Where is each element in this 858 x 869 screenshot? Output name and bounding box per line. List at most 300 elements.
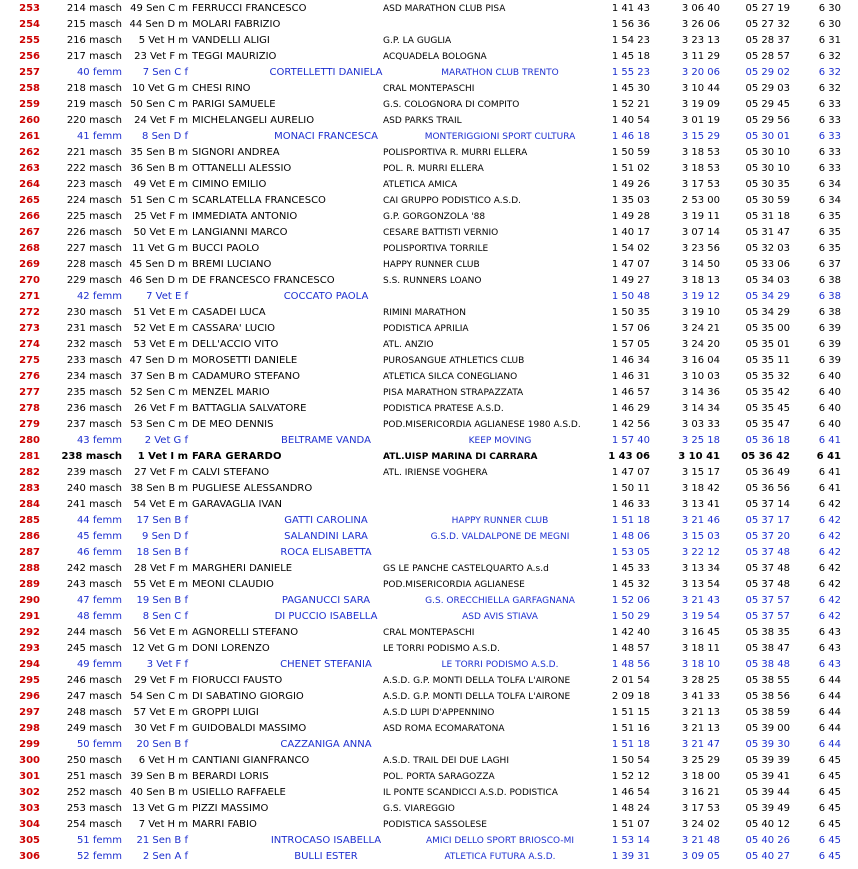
- pace-cell: 6 45: [818, 851, 841, 862]
- pace-cell: 6 41: [818, 467, 841, 478]
- split-time-2-cell: 3 25 18: [681, 435, 720, 446]
- club-cell: G.S. VIAREGGIO: [383, 804, 455, 814]
- club-cell: ASD PARKS TRAIL: [383, 116, 462, 126]
- split-time-1-cell: 1 46 31: [611, 371, 650, 382]
- category-rank-cell: 223 masch: [66, 179, 122, 190]
- table-row: [0, 513, 858, 529]
- split-time-1-cell: 1 39 31: [611, 851, 650, 862]
- subcategory-cell: 51 Sen C m: [130, 195, 188, 206]
- finish-time-cell: 05 37 17: [745, 515, 790, 526]
- athlete-name-cell: TEGGI MAURIZIO: [192, 51, 277, 62]
- rank-cell: 282: [19, 467, 40, 478]
- pace-cell: 6 30: [818, 3, 841, 14]
- finish-time-cell: 05 40 12: [745, 819, 790, 830]
- split-time-2-cell: 3 21 47: [681, 739, 720, 750]
- category-rank-cell: 252 masch: [66, 787, 122, 798]
- club-cell: AMICI DELLO SPORT BRIOSCO-MI: [426, 836, 574, 846]
- pace-cell: 6 44: [818, 707, 841, 718]
- subcategory-cell: 26 Vet F m: [134, 403, 188, 414]
- category-rank-cell: 48 femm: [76, 611, 122, 622]
- athlete-name-cell: DI PUCCIO ISABELLA: [274, 611, 378, 622]
- athlete-name-cell: BELTRAME VANDA: [281, 435, 371, 446]
- table-row: [0, 625, 858, 641]
- club-cell: POD.MISERICORDIA AGLIANESE 1980 A.S.D.: [383, 420, 581, 430]
- split-time-2-cell: 3 13 54: [681, 579, 720, 590]
- pace-cell: 6 42: [818, 547, 841, 558]
- subcategory-cell: 29 Vet F m: [134, 675, 188, 686]
- table-row: [0, 561, 858, 577]
- finish-time-cell: 05 34 29: [745, 291, 790, 302]
- category-rank-cell: 51 femm: [76, 835, 122, 846]
- athlete-name-cell: PIZZI MASSIMO: [192, 803, 269, 814]
- category-rank-cell: 44 femm: [76, 515, 122, 526]
- table-row: [0, 401, 858, 417]
- subcategory-cell: 21 Sen B f: [136, 835, 188, 846]
- split-time-2-cell: 3 19 11: [681, 211, 720, 222]
- split-time-1-cell: 1 43 06: [608, 451, 650, 462]
- subcategory-cell: 53 Sen C m: [130, 419, 188, 430]
- finish-time-cell: 05 35 45: [745, 403, 790, 414]
- finish-time-cell: 05 27 19: [745, 3, 790, 14]
- athlete-name-cell: PUGLIESE ALESSANDRO: [192, 483, 313, 494]
- rank-cell: 265: [19, 195, 40, 206]
- athlete-name-cell: GATTI CAROLINA: [284, 515, 368, 526]
- category-rank-cell: 47 femm: [76, 595, 122, 606]
- athlete-name-cell: FERRUCCI FRANCESCO: [192, 3, 307, 14]
- athlete-name-cell: CALVI STEFANO: [192, 467, 270, 478]
- split-time-2-cell: 3 24 21: [681, 323, 720, 334]
- category-rank-cell: 228 masch: [66, 259, 122, 270]
- category-rank-cell: 45 femm: [76, 531, 122, 542]
- table-row: [0, 609, 858, 625]
- athlete-name-cell: FIORUCCI FAUSTO: [192, 675, 283, 686]
- finish-time-cell: 05 28 37: [745, 35, 790, 46]
- athlete-name-cell: SCARLATELLA FRANCESCO: [192, 195, 326, 206]
- split-time-1-cell: 1 48 56: [611, 659, 650, 670]
- subcategory-cell: 49 Sen C m: [130, 3, 188, 14]
- subcategory-cell: 13 Vet G m: [132, 803, 188, 814]
- table-row: [0, 465, 858, 481]
- subcategory-cell: 55 Vet E m: [133, 579, 188, 590]
- finish-time-cell: 05 39 30: [745, 739, 790, 750]
- pace-cell: 6 44: [818, 723, 841, 734]
- pace-cell: 6 41: [818, 483, 841, 494]
- rank-cell: 290: [19, 595, 40, 606]
- pace-cell: 6 32: [818, 67, 841, 78]
- subcategory-cell: 25 Vet F m: [134, 211, 188, 222]
- athlete-name-cell: DE FRANCESCO FRANCESCO: [192, 275, 335, 286]
- subcategory-cell: 40 Sen B m: [130, 787, 188, 798]
- club-cell: LE TORRI PODISMO A.S.D.: [383, 644, 500, 654]
- rank-cell: 270: [19, 275, 40, 286]
- split-time-2-cell: 3 19 10: [681, 307, 720, 318]
- finish-time-cell: 05 29 56: [745, 115, 790, 126]
- club-cell: CRAL MONTEPASCHI: [383, 628, 475, 638]
- finish-time-cell: 05 35 11: [745, 355, 790, 366]
- split-time-1-cell: 1 45 30: [611, 83, 650, 94]
- athlete-name-cell: DELL'ACCIO VITO: [192, 339, 279, 350]
- pace-cell: 6 42: [818, 595, 841, 606]
- pace-cell: 6 42: [818, 531, 841, 542]
- rank-cell: 305: [19, 835, 40, 846]
- subcategory-cell: 8 Sen C f: [142, 611, 188, 622]
- category-rank-cell: 41 femm: [76, 131, 122, 142]
- table-row: [0, 65, 858, 81]
- split-time-1-cell: 1 57 05: [611, 339, 650, 350]
- club-cell: POL. PORTA SARAGOZZA: [383, 772, 495, 782]
- finish-time-cell: 05 38 56: [745, 691, 790, 702]
- subcategory-cell: 7 Vet E f: [146, 291, 188, 302]
- table-row: [0, 433, 858, 449]
- rank-cell: 303: [19, 803, 40, 814]
- split-time-1-cell: 1 52 12: [611, 771, 650, 782]
- athlete-name-cell: PAGANUCCI SARA: [281, 595, 371, 606]
- table-row: [0, 273, 858, 289]
- finish-time-cell: 05 37 14: [745, 499, 790, 510]
- subcategory-cell: 38 Sen B m: [130, 483, 188, 494]
- subcategory-cell: 1 Vet I m: [137, 451, 188, 462]
- split-time-1-cell: 1 35 03: [611, 195, 650, 206]
- club-cell: A.S.D. TRAIL DEI DUE LAGHI: [383, 756, 509, 766]
- table-row: [0, 97, 858, 113]
- athlete-name-cell: MOROSETTI DANIELE: [192, 355, 298, 366]
- finish-time-cell: 05 35 00: [745, 323, 790, 334]
- subcategory-cell: 3 Vet F f: [146, 659, 188, 670]
- rank-cell: 286: [19, 531, 40, 542]
- subcategory-cell: 30 Vet F m: [134, 723, 188, 734]
- rank-cell: 253: [19, 3, 40, 14]
- pace-cell: 6 37: [818, 259, 841, 270]
- rank-cell: 285: [19, 515, 40, 526]
- category-rank-cell: 244 masch: [66, 627, 122, 638]
- table-row: [0, 257, 858, 273]
- athlete-name-cell: CANTIANI GIANFRANCO: [192, 755, 310, 766]
- split-time-2-cell: 3 26 06: [681, 19, 720, 30]
- finish-time-cell: 05 34 03: [745, 275, 790, 286]
- athlete-name-cell: USIELLO RAFFAELE: [192, 787, 286, 798]
- club-cell: PODISTICA SASSOLESE: [383, 820, 487, 830]
- split-time-1-cell: 1 52 06: [611, 595, 650, 606]
- split-time-2-cell: 3 14 36: [681, 387, 720, 398]
- split-time-1-cell: 1 46 57: [611, 387, 650, 398]
- split-time-1-cell: 1 56 36: [611, 19, 650, 30]
- finish-time-cell: 05 36 49: [745, 467, 790, 478]
- rank-cell: 289: [19, 579, 40, 590]
- club-cell: ASD AVIS STIAVA: [462, 612, 538, 622]
- athlete-name-cell: LANGIANNI MARCO: [192, 227, 288, 238]
- athlete-name-cell: AGNORELLI STEFANO: [192, 627, 299, 638]
- split-time-1-cell: 1 46 54: [611, 787, 650, 798]
- club-cell: PODISTICA PRATESE A.S.D.: [383, 404, 504, 414]
- pace-cell: 6 44: [818, 675, 841, 686]
- split-time-1-cell: 1 40 54: [611, 115, 650, 126]
- table-row: [0, 593, 858, 609]
- split-time-2-cell: 3 13 41: [681, 499, 720, 510]
- rank-cell: 299: [19, 739, 40, 750]
- finish-time-cell: 05 38 55: [745, 675, 790, 686]
- subcategory-cell: 17 Sen B f: [136, 515, 188, 526]
- pace-cell: 6 40: [818, 387, 841, 398]
- split-time-2-cell: 3 41 33: [681, 691, 720, 702]
- split-time-1-cell: 1 46 34: [611, 355, 650, 366]
- table-row: [0, 449, 858, 465]
- split-time-2-cell: 3 17 53: [681, 179, 720, 190]
- split-time-2-cell: 3 15 03: [681, 531, 720, 542]
- subcategory-cell: 2 Sen A f: [142, 851, 188, 862]
- split-time-1-cell: 1 57 40: [611, 435, 650, 446]
- split-time-1-cell: 1 45 33: [611, 563, 650, 574]
- athlete-name-cell: BUCCI PAOLO: [192, 243, 260, 254]
- table-row: [0, 545, 858, 561]
- club-cell: ATLETICA AMICA: [383, 180, 458, 190]
- split-time-2-cell: 3 18 11: [681, 643, 720, 654]
- rank-cell: 269: [19, 259, 40, 270]
- athlete-name-cell: BREMI LUCIANO: [192, 259, 272, 270]
- rank-cell: 258: [19, 83, 40, 94]
- subcategory-cell: 39 Sen B m: [130, 771, 188, 782]
- split-time-2-cell: 3 03 33: [681, 419, 720, 430]
- pace-cell: 6 33: [818, 147, 841, 158]
- subcategory-cell: 52 Vet E m: [133, 323, 188, 334]
- category-rank-cell: 50 femm: [76, 739, 122, 750]
- category-rank-cell: 214 masch: [66, 3, 122, 14]
- split-time-2-cell: 3 21 13: [681, 723, 720, 734]
- subcategory-cell: 45 Sen D m: [129, 259, 188, 270]
- finish-time-cell: 05 29 03: [745, 83, 790, 94]
- athlete-name-cell: BERARDI LORIS: [192, 771, 269, 782]
- finish-time-cell: 05 28 57: [745, 51, 790, 62]
- rank-cell: 260: [19, 115, 40, 126]
- rank-cell: 280: [19, 435, 40, 446]
- split-time-1-cell: 1 49 28: [611, 211, 650, 222]
- pace-cell: 6 39: [818, 339, 841, 350]
- pace-cell: 6 45: [818, 803, 841, 814]
- category-rank-cell: 251 masch: [66, 771, 122, 782]
- split-time-2-cell: 3 14 50: [681, 259, 720, 270]
- table-row: [0, 353, 858, 369]
- athlete-name-cell: PARIGI SAMUELE: [192, 99, 276, 110]
- club-cell: POLISPORTIVA R. MURRI ELLERA: [383, 148, 528, 158]
- category-rank-cell: 241 masch: [66, 499, 122, 510]
- finish-time-cell: 05 37 57: [745, 611, 790, 622]
- subcategory-cell: 44 Sen D m: [129, 19, 188, 30]
- split-time-1-cell: 1 53 05: [611, 547, 650, 558]
- pace-cell: 6 43: [818, 627, 841, 638]
- pace-cell: 6 40: [818, 371, 841, 382]
- split-time-1-cell: 1 50 29: [611, 611, 650, 622]
- split-time-2-cell: 3 16 21: [681, 787, 720, 798]
- category-rank-cell: 245 masch: [66, 643, 122, 654]
- pace-cell: 6 34: [818, 179, 841, 190]
- split-time-1-cell: 1 54 23: [611, 35, 650, 46]
- pace-cell: 6 34: [818, 195, 841, 206]
- rank-cell: 284: [19, 499, 40, 510]
- club-cell: HAPPY RUNNER CLUB: [383, 260, 480, 270]
- finish-time-cell: 05 40 27: [745, 851, 790, 862]
- athlete-name-cell: MARGHERI DANIELE: [192, 563, 293, 574]
- rank-cell: 288: [19, 563, 40, 574]
- split-time-1-cell: 1 51 16: [611, 723, 650, 734]
- pace-cell: 6 45: [818, 787, 841, 798]
- table-row: [0, 321, 858, 337]
- table-row: [0, 209, 858, 225]
- split-time-1-cell: 1 57 06: [611, 323, 650, 334]
- split-time-1-cell: 2 01 54: [611, 675, 650, 686]
- club-cell: G.P. GORGONZOLA '88: [383, 212, 486, 222]
- split-time-2-cell: 3 13 34: [681, 563, 720, 574]
- split-time-2-cell: 3 21 13: [681, 707, 720, 718]
- category-rank-cell: 43 femm: [76, 435, 122, 446]
- pace-cell: 6 33: [818, 131, 841, 142]
- athlete-name-cell: CHENET STEFANIA: [280, 659, 372, 670]
- split-time-2-cell: 3 18 13: [681, 275, 720, 286]
- split-time-2-cell: 3 24 02: [681, 819, 720, 830]
- finish-time-cell: 05 37 48: [745, 579, 790, 590]
- results-table: [0, 1, 858, 865]
- rank-cell: 276: [19, 371, 40, 382]
- athlete-name-cell: DONI LORENZO: [192, 643, 270, 654]
- table-row: [0, 225, 858, 241]
- split-time-1-cell: 1 48 57: [611, 643, 650, 654]
- finish-time-cell: 05 30 10: [745, 147, 790, 158]
- split-time-1-cell: 1 48 24: [611, 803, 650, 814]
- finish-time-cell: 05 29 02: [745, 67, 790, 78]
- split-time-1-cell: 1 52 21: [611, 99, 650, 110]
- finish-time-cell: 05 29 45: [745, 99, 790, 110]
- table-row: [0, 769, 858, 785]
- pace-cell: 6 33: [818, 163, 841, 174]
- split-time-2-cell: 3 07 14: [681, 227, 720, 238]
- rank-cell: 274: [19, 339, 40, 350]
- subcategory-cell: 49 Vet E m: [133, 179, 188, 190]
- athlete-name-cell: ROCA ELISABETTA: [280, 547, 372, 558]
- table-row: [0, 177, 858, 193]
- split-time-1-cell: 1 51 07: [611, 819, 650, 830]
- subcategory-cell: 2 Vet G f: [144, 435, 188, 446]
- split-time-2-cell: 3 24 20: [681, 339, 720, 350]
- club-cell: PUROSANGUE ATHLETICS CLUB: [383, 356, 525, 366]
- subcategory-cell: 52 Sen C m: [130, 387, 188, 398]
- table-row: [0, 145, 858, 161]
- finish-time-cell: 05 30 35: [745, 179, 790, 190]
- category-rank-cell: 218 masch: [66, 83, 122, 94]
- split-time-2-cell: 3 16 45: [681, 627, 720, 638]
- subcategory-cell: 50 Vet E m: [133, 227, 188, 238]
- split-time-1-cell: 1 53 14: [611, 835, 650, 846]
- pace-cell: 6 44: [818, 739, 841, 750]
- table-row: [0, 385, 858, 401]
- split-time-1-cell: 1 49 27: [611, 275, 650, 286]
- subcategory-cell: 23 Vet F m: [134, 51, 188, 62]
- subcategory-cell: 27 Vet F m: [134, 467, 188, 478]
- split-time-2-cell: 3 11 29: [681, 51, 720, 62]
- athlete-name-cell: INTROCASO ISABELLA: [270, 835, 382, 846]
- split-time-1-cell: 2 09 18: [611, 691, 650, 702]
- pace-cell: 6 42: [818, 611, 841, 622]
- category-rank-cell: 229 masch: [66, 275, 122, 286]
- finish-time-cell: 05 39 44: [745, 787, 790, 798]
- club-cell: ATL. ANZIO: [383, 340, 434, 350]
- finish-time-cell: 05 36 18: [745, 435, 790, 446]
- pace-cell: 6 43: [818, 659, 841, 670]
- pace-cell: 6 33: [818, 99, 841, 110]
- athlete-name-cell: MENZEL MARIO: [192, 387, 270, 398]
- split-time-1-cell: 1 50 59: [611, 147, 650, 158]
- pace-cell: 6 30: [818, 19, 841, 30]
- split-time-2-cell: 3 20 06: [681, 67, 720, 78]
- pace-cell: 6 41: [818, 435, 841, 446]
- rank-cell: 257: [19, 67, 40, 78]
- athlete-name-cell: VANDELLI ALIGI: [192, 35, 270, 46]
- finish-time-cell: 05 35 32: [745, 371, 790, 382]
- rank-cell: 264: [19, 179, 40, 190]
- split-time-1-cell: 1 41 43: [611, 3, 650, 14]
- finish-time-cell: 05 39 39: [745, 755, 790, 766]
- category-rank-cell: 230 masch: [66, 307, 122, 318]
- split-time-1-cell: 1 51 02: [611, 163, 650, 174]
- club-cell: PODISTICA APRILIA: [383, 324, 469, 334]
- rank-cell: 294: [19, 659, 40, 670]
- pace-cell: 6 38: [818, 307, 841, 318]
- table-row: [0, 737, 858, 753]
- pace-cell: 6 42: [818, 515, 841, 526]
- split-time-1-cell: 1 48 06: [611, 531, 650, 542]
- subcategory-cell: 28 Vet F m: [134, 563, 188, 574]
- split-time-1-cell: 1 54 02: [611, 243, 650, 254]
- split-time-2-cell: 3 21 46: [681, 515, 720, 526]
- pace-cell: 6 42: [818, 563, 841, 574]
- table-row: [0, 481, 858, 497]
- athlete-name-cell: DI SABATINO GIORGIO: [192, 691, 304, 702]
- category-rank-cell: 225 masch: [66, 211, 122, 222]
- subcategory-cell: 53 Vet E m: [133, 339, 188, 350]
- table-row: [0, 705, 858, 721]
- split-time-1-cell: 1 50 11: [611, 483, 650, 494]
- category-rank-cell: 238 masch: [61, 451, 122, 462]
- athlete-name-cell: CHESI RINO: [192, 83, 251, 94]
- finish-time-cell: 05 35 47: [745, 419, 790, 430]
- split-time-1-cell: 1 50 54: [611, 755, 650, 766]
- pace-cell: 6 32: [818, 83, 841, 94]
- category-rank-cell: 242 masch: [66, 563, 122, 574]
- rank-cell: 271: [19, 291, 40, 302]
- rank-cell: 291: [19, 611, 40, 622]
- subcategory-cell: 35 Sen B m: [130, 147, 188, 158]
- split-time-2-cell: 3 18 53: [681, 163, 720, 174]
- club-cell: POD.MISERICORDIA AGLIANESE: [383, 580, 525, 590]
- split-time-2-cell: 3 19 09: [681, 99, 720, 110]
- pace-cell: 6 43: [818, 643, 841, 654]
- category-rank-cell: 42 femm: [76, 291, 122, 302]
- table-row: [0, 417, 858, 433]
- table-row: [0, 497, 858, 513]
- split-time-1-cell: 1 46 18: [611, 131, 650, 142]
- finish-time-cell: 05 34 29: [745, 307, 790, 318]
- athlete-name-cell: COCCATO PAOLA: [283, 291, 369, 302]
- club-cell: PISA MARATHON STRAPAZZATA: [383, 388, 524, 398]
- category-rank-cell: 226 masch: [66, 227, 122, 238]
- split-time-1-cell: 1 42 56: [611, 419, 650, 430]
- split-time-2-cell: 3 10 03: [681, 371, 720, 382]
- club-cell: G.P. LA GUGLIA: [383, 36, 452, 46]
- athlete-name-cell: SALANDINI LARA: [284, 531, 368, 542]
- split-time-2-cell: 3 18 42: [681, 483, 720, 494]
- club-cell: MONTERIGGIONI SPORT CULTURA: [424, 132, 576, 142]
- subcategory-cell: 54 Sen C m: [130, 691, 188, 702]
- category-rank-cell: 224 masch: [66, 195, 122, 206]
- athlete-name-cell: MEONI CLAUDIO: [192, 579, 274, 590]
- rank-cell: 301: [19, 771, 40, 782]
